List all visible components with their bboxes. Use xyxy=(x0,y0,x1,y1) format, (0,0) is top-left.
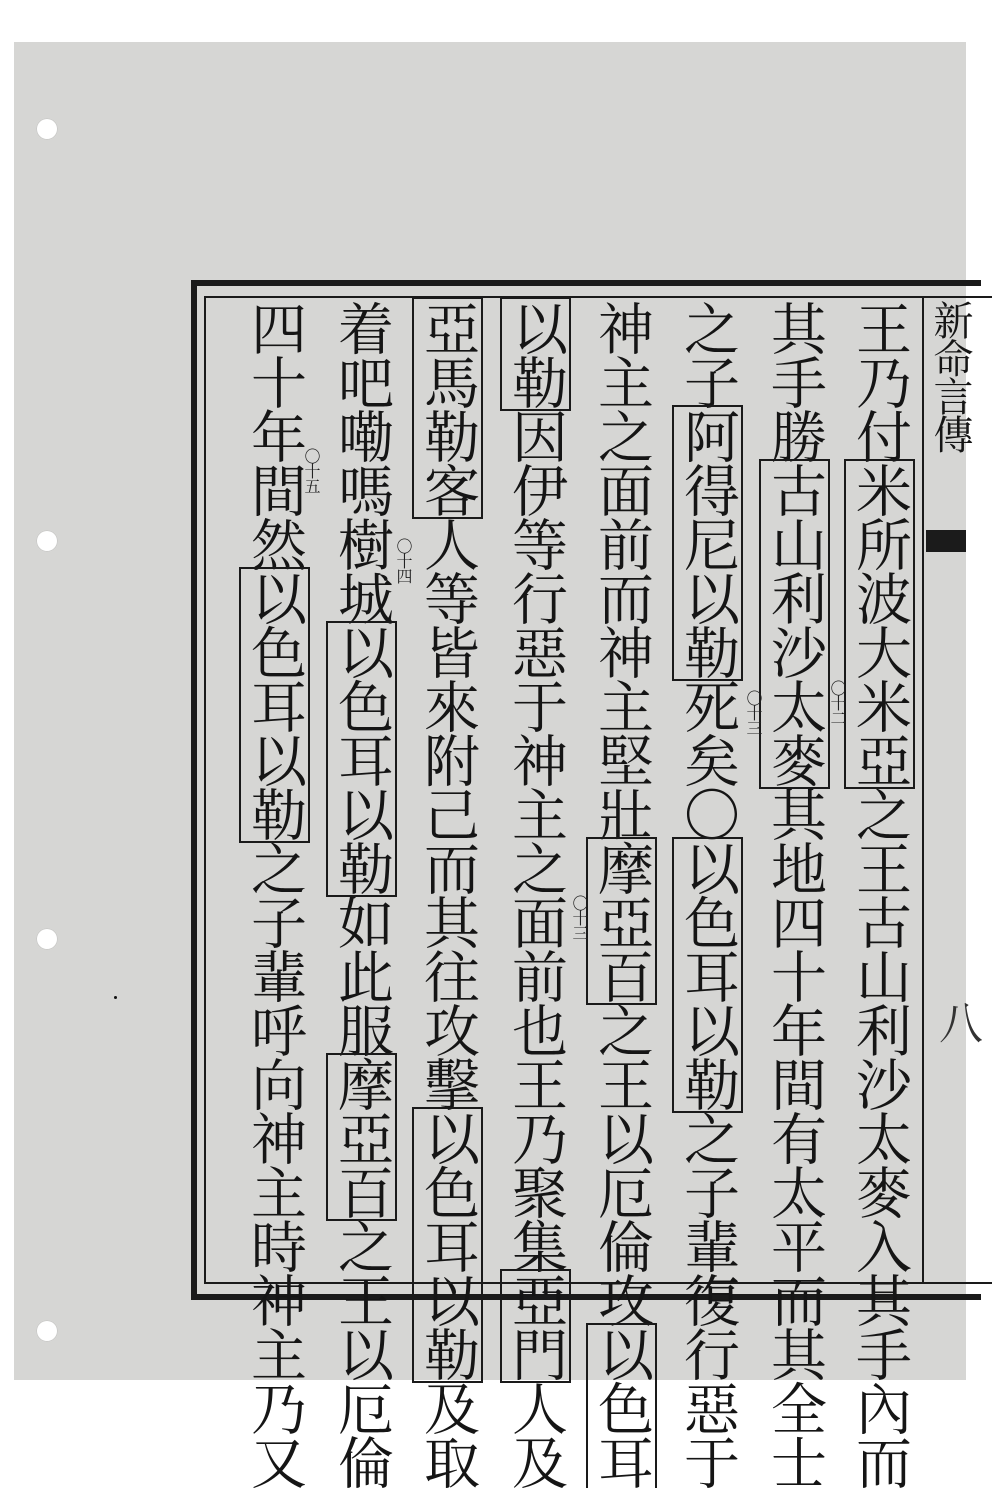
proper-name-box: 米所波大米亞 xyxy=(847,462,912,786)
punch-hole xyxy=(36,1320,58,1342)
proper-name-box: 阿得尼以勒 xyxy=(675,408,740,678)
text-segment: 之王古山利沙太麥入其手內而 xyxy=(847,786,912,1488)
page-title: 新命言傳 xyxy=(927,300,973,452)
text-column-8 xyxy=(240,300,308,1488)
proper-name-box: 亞馬勒客 xyxy=(415,300,480,516)
text-column-3 xyxy=(673,300,741,1488)
proper-name-box: 以色耳 xyxy=(589,1326,654,1488)
text-segment: 之王以厄倫 xyxy=(329,1218,394,1488)
side-glyph: 八 xyxy=(931,1000,982,1042)
punch-hole xyxy=(36,530,58,552)
proper-name-box: 古山利沙太麥 xyxy=(762,462,827,786)
proper-name-box: 以勒 xyxy=(503,300,568,408)
text-segment: 因伊等行惡于神主之面前也王乃聚集 xyxy=(503,408,568,1272)
speck xyxy=(114,996,117,999)
text-segment: 人及 xyxy=(503,1380,568,1488)
text-column-1 xyxy=(845,300,913,1488)
text-segment: 之王以厄倫攻 xyxy=(589,1002,654,1326)
text-column-2 xyxy=(760,300,828,1488)
text-segment: 着吧嘞嗎樹城 xyxy=(329,300,394,624)
proper-name-box: 以色耳以勒 xyxy=(329,624,394,894)
text-segment: 之子輩呼向神主時神主乃又 xyxy=(242,840,307,1488)
verse-mark: 〇十三 xyxy=(744,690,763,735)
proper-name-box: 以色耳以勒 xyxy=(415,1110,480,1380)
text-segment: 其手勝 xyxy=(762,300,827,462)
text-segment: 四十年間然 xyxy=(242,300,307,570)
verse-mark: 〇十二 xyxy=(828,680,847,725)
proper-name-box: 摩亞百 xyxy=(329,1056,394,1218)
column-rule xyxy=(922,298,924,1283)
proper-name-box: 以色耳以勒 xyxy=(675,840,740,1110)
proper-name-box: 亞門 xyxy=(503,1272,568,1380)
proper-name-box: 摩亞百 xyxy=(589,840,654,1002)
text-segment: 其地四十年間有太平而其全士 xyxy=(762,786,827,1488)
verse-mark: 〇十五 xyxy=(302,448,321,493)
text-segment: 人等皆來附己而其往攻擊 xyxy=(415,516,480,1110)
punch-hole xyxy=(36,118,58,140)
text-segment: 之子輩復行惡于 xyxy=(675,1110,740,1488)
text-segment: 及取 xyxy=(415,1380,480,1488)
verse-mark: 〇十三 xyxy=(570,895,589,940)
verse-mark: 〇十四 xyxy=(394,538,413,583)
text-segment: 如此服 xyxy=(329,894,394,1056)
text-segment: 王乃付 xyxy=(847,300,912,462)
text-segment: 神主之面前而神主堅壯 xyxy=(589,300,654,840)
fishtail-mark xyxy=(926,530,966,552)
text-segment: 之子 xyxy=(675,300,740,408)
proper-name-box: 以色耳以勒 xyxy=(242,570,307,840)
text-column-7 xyxy=(327,300,395,1488)
text-column-5 xyxy=(501,300,569,1488)
text-segment: 死矣〇 xyxy=(675,678,740,840)
text-column-6 xyxy=(413,300,481,1488)
punch-hole xyxy=(36,928,58,950)
text-column-4 xyxy=(587,300,655,1488)
